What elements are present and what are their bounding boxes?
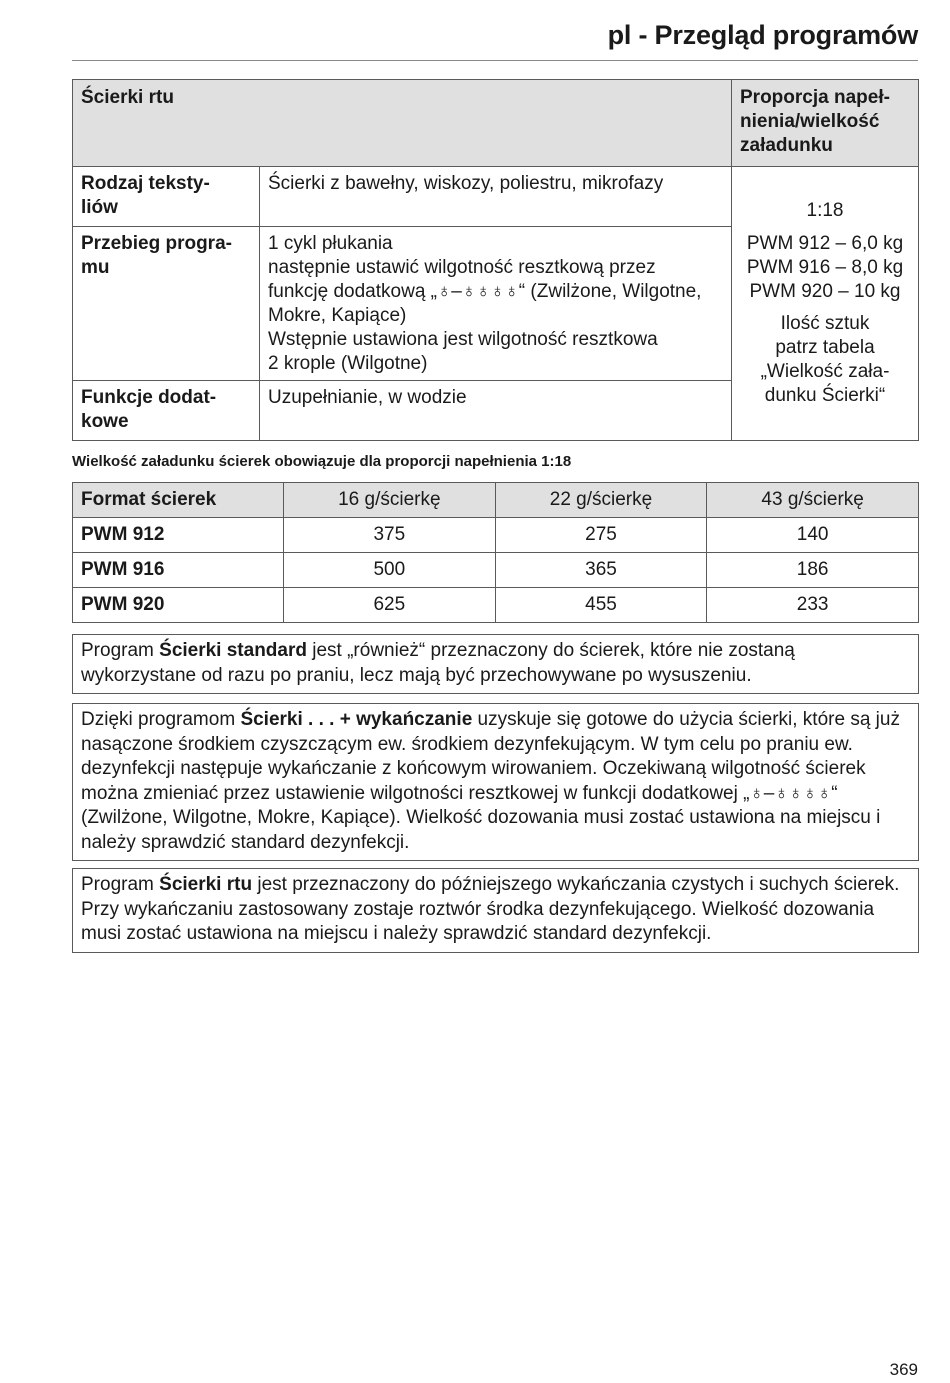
- note-text: uzyskuje się gotowe do użycia ścierki, które są już nasączone środkiem czyszczącym ew. środkiem dezynfekującym. W tym celu po praniu ew. dezynfekcji następuje wykańczanie z końcowym wirowaniem. Oczekiwaną wilgotność ścierek można zmieniać przez ustawienie wilgotności resztkowej w funkcji dodatkowej „♁–♁♁♁♁“ (Zwilżone, Wilgotne, Mokre, Kapiące). Wielkość dozowania musi zostać ustawiona na miejscu i należy sprawdzić standard dezynfekcji.: [81, 709, 900, 853]
- note-program-name: Ścierki rtu: [159, 874, 253, 895]
- page-header: [72, 16, 918, 61]
- note-text: jest przeznaczony do późniejszego wykańczania czystych i suchych ścierek. Przy wykańczaniu zastosowany zostaje roztwór środka dezynfekującego. Wielkość dozowania musi zostać ustawiona na miejscu i należy sprawdzić standard dezynfekcji.: [81, 874, 900, 944]
- label-line: kowe: [81, 411, 129, 432]
- note-text: jest „również“ przeznaczony do ścierek, które nie zostaną wykorzystane od razu po praniu, lecz mają być przechowywane po wysuszeniu.: [81, 640, 795, 686]
- value-line: funkcję dodatkową „♁–♁♁♁♁“ (Zwilżone, Wilgotne,: [268, 281, 702, 302]
- load-header-16g: 16 g/ścierkę: [284, 483, 496, 518]
- label-line: Funkcje dodat-: [81, 387, 217, 408]
- value-line: Uzupełnianie, w wodzie: [268, 387, 467, 408]
- label-line: liów: [81, 197, 118, 218]
- load-table-note: Wielkość załadunku ścierek obowiązuje dla proporcji napełnienia 1:18: [72, 453, 572, 470]
- load-model: PWM 912: [73, 518, 284, 553]
- ratio-load: PWM 912 – 6,0 kg: [746, 233, 904, 254]
- value-line: następnie ustawić wilgotność resztkową przez: [268, 257, 656, 278]
- load-model: PWM 920: [73, 588, 284, 623]
- row-value-sequence: [260, 227, 732, 381]
- load-header-format: Format ścierek: [73, 483, 284, 518]
- load-model: PWM 916: [73, 553, 284, 588]
- program-row-textiles: [73, 167, 919, 227]
- ratio-load: PWM 916 – 8,0 kg: [746, 257, 904, 278]
- ratio-header-line: Proporcja napeł-: [740, 87, 890, 108]
- load-header-22g: 22 g/ścierkę: [495, 483, 707, 518]
- load-header-43g: 43 g/ścierkę: [707, 483, 919, 518]
- value-line: Ścierki z bawełny, wiskozy, poliestru, mikrofazy: [268, 173, 664, 194]
- label-line: mu: [81, 257, 110, 278]
- value-line: 1 cykl płukania: [268, 233, 393, 254]
- row-value-extras: [260, 381, 732, 441]
- value-line: 2 krople (Wilgotne): [268, 353, 428, 374]
- row-label-textiles: [73, 167, 260, 227]
- label-line: Przebieg progra-: [81, 233, 232, 254]
- page-number: 369: [889, 1360, 918, 1379]
- label-line: Rodzaj teksty-: [81, 173, 210, 194]
- value-line: Mokre, Kapiące): [268, 305, 407, 326]
- ratio-header-line: załadunku: [740, 135, 833, 156]
- ratio-header: [732, 80, 919, 167]
- ratio-see-table: Ilość sztuk: [780, 313, 870, 334]
- load-value: 625: [284, 588, 496, 623]
- load-value: 186: [707, 553, 919, 588]
- load-value: 500: [284, 553, 496, 588]
- note-program-name: Ścierki standard: [159, 640, 307, 661]
- note-text: Dzięki programom: [81, 709, 241, 730]
- note-text: Program: [81, 640, 160, 661]
- ratio-see-table: dunku Ścierki“: [764, 385, 886, 406]
- ratio-cell: [732, 167, 919, 441]
- load-table-header-row: [73, 483, 919, 518]
- table-row: [73, 553, 919, 588]
- note-program-name: Ścierki . . . + wykańczanie: [240, 709, 473, 730]
- table-row: [73, 588, 919, 623]
- load-value: 140: [707, 518, 919, 553]
- row-label-extras: [73, 381, 260, 441]
- note-box-standard: [72, 634, 919, 694]
- ratio-see-table: patrz tabela: [775, 337, 875, 358]
- ratio-value: 1:18: [806, 200, 844, 221]
- ratio-load: PWM 920 – 10 kg: [749, 281, 901, 302]
- load-value: 275: [495, 518, 707, 553]
- load-value: 455: [495, 588, 707, 623]
- table-row: [73, 518, 919, 553]
- load-value: 375: [284, 518, 496, 553]
- value-line: Wstępnie ustawiona jest wilgotność resztkowa: [268, 329, 658, 350]
- ratio-header-line: nienia/wielkość: [740, 111, 880, 132]
- load-value: 233: [707, 588, 919, 623]
- program-name: Ścierki rtu: [73, 80, 732, 167]
- ratio-see-table: „Wielkość zała-: [760, 361, 890, 382]
- page-title: pl - Przegląd programów: [607, 20, 918, 50]
- row-label-sequence: [73, 227, 260, 381]
- note-box-finishing: [72, 703, 919, 861]
- note-text: Program: [81, 874, 160, 895]
- note-box-rtu: [72, 868, 919, 953]
- load-table: [72, 482, 919, 623]
- program-table: [72, 79, 919, 441]
- load-value: 365: [495, 553, 707, 588]
- program-table-header-row: [73, 80, 919, 167]
- row-value-textiles: [260, 167, 732, 227]
